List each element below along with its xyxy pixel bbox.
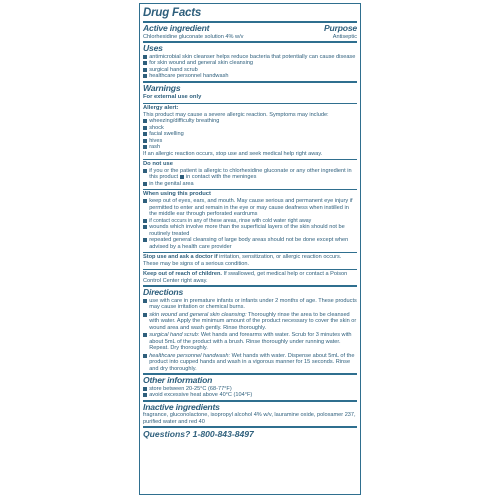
list-item-text: in the genital area	[149, 180, 194, 187]
questions-line	[143, 429, 357, 439]
inactive-ingredients-heading: Inactive ingredients	[143, 401, 220, 412]
active-ingredient-heading: Active ingredient	[143, 23, 210, 33]
inactive-ingredients-text: fragrance, gluconolactone, isopropyl alcohol 4% w/v, lauramine oxide, poloxamer 237, purified water and red 40	[143, 412, 356, 425]
active-ingredient-row	[143, 34, 357, 41]
bullet-icon	[143, 68, 147, 72]
divider	[143, 426, 357, 428]
uses-list	[143, 54, 357, 80]
list-item-text: antimicrobial skin cleanser helps reduce bacteria that potentially can cause disease	[149, 53, 356, 60]
bullet-icon	[143, 333, 147, 337]
divider	[143, 159, 357, 160]
list-item-text: healthcare personnel handwash: Wet hands with water. Dispense about 5mL of the product into cupped hands and wash in a vigorous manner for 15 seconds. Rinse and dry thoroughly.	[149, 352, 355, 372]
uses-heading: Uses	[143, 43, 163, 53]
active-ingredient-header	[143, 24, 357, 34]
bullet-icon	[143, 299, 147, 303]
stop-use-heading: Stop use and ask a doctor if	[143, 254, 218, 261]
bullet-icon	[143, 145, 147, 149]
purpose-text: Antiseptic	[332, 33, 357, 40]
bullet-icon	[143, 354, 147, 358]
list-item-text: healthcare personnel handwash	[149, 73, 229, 79]
warnings-heading: Warnings	[143, 82, 181, 93]
list-item-text: surgical hand scrub	[149, 66, 198, 73]
stop-use-text: irritation, sensitization, or allergic reaction occurs. These may be signs of a serious condition.	[143, 254, 342, 267]
divider	[143, 41, 357, 43]
keep-out-heading: Keep out of reach of children.	[143, 271, 222, 278]
list-item-text: if you or the patient is allergic to chlorhexidine gluconate or any other ingredient in this product in contact with the meninges	[149, 167, 352, 181]
other-information-heading: Other information	[143, 375, 213, 386]
bullet-icon	[143, 61, 147, 65]
list-item-text: for skin wound and general skin cleansing	[149, 60, 254, 66]
bullet-icon	[143, 126, 147, 130]
divider	[143, 252, 357, 253]
bullet-icon	[143, 182, 147, 186]
list-item	[143, 198, 357, 218]
page-title: Drug Facts	[143, 7, 202, 19]
list-item-text: rash	[149, 144, 161, 151]
bullet-icon	[143, 139, 147, 143]
divider	[143, 269, 357, 270]
when-using-heading: When using this product	[143, 191, 211, 198]
list-item	[143, 237, 357, 250]
bullet-icon	[143, 219, 147, 223]
external-use-note: For external use only	[143, 94, 202, 100]
bullet-icon	[143, 132, 147, 136]
list-item-text: avoid excessive heat above 40°C (104°F)	[149, 392, 253, 399]
list-item-text: if contact occurs in any of these areas, rinse with cold water right away	[149, 217, 312, 224]
list-item	[143, 181, 357, 188]
bullet-icon	[143, 169, 147, 173]
directions-heading: Directions	[143, 287, 184, 298]
allergy-alert-text: This product may cause a severe allergic reaction. Symptoms may include:	[143, 111, 329, 118]
list-item	[143, 298, 357, 311]
list-item-text: hives	[149, 137, 163, 144]
list-item-text: surgical hand scrub: Wet hands and forearms with water. Scrub for 3 minutes with about 5mL of the product with a brush. Rinse thoroughly under running water. Repeat. Dry thoroughly.	[149, 332, 352, 352]
list-item-text: wheezing/difficulty breathing	[149, 118, 220, 125]
bullet-icon	[143, 199, 147, 203]
do-not-use-heading: Do not use	[143, 161, 173, 168]
list-item	[143, 73, 357, 80]
active-ingredient-text: Chlorhexidine gluconate solution 4% w/v	[143, 33, 244, 40]
list-item	[143, 168, 357, 181]
bullet-icon	[143, 238, 147, 242]
list-item-text: shock	[149, 124, 164, 131]
keep-out-text: If swallowed, get medical help or contact a Poison Control Center right away.	[143, 271, 348, 284]
bullet-icon	[143, 119, 147, 123]
bullet-icon	[180, 175, 184, 179]
keep-out-block	[143, 271, 357, 284]
list-item	[143, 392, 357, 399]
list-item	[143, 332, 357, 352]
bullet-icon	[143, 393, 147, 397]
allergy-after-text: If an allergic reaction occurs, stop use and seek medical help right away.	[143, 150, 323, 157]
list-item-text: keep out of eyes, ears, and mouth. May cause serious and permanent eye injury if permitted to enter and remain in the eye or may cause deafness when instilled in the middle ear through perforated eardrums	[149, 198, 353, 218]
list-item	[143, 353, 357, 373]
drug-facts-panel	[139, 3, 361, 495]
list-item-text: facial swelling	[149, 131, 184, 138]
list-item	[143, 312, 357, 332]
list-item	[143, 224, 357, 237]
purpose-heading: Purpose	[324, 23, 357, 33]
bullet-icon	[143, 387, 147, 391]
bullet-icon	[143, 225, 147, 229]
divider	[143, 189, 357, 190]
list-item-text: store between 20-25°C (68-77°F)	[149, 385, 232, 392]
stop-use-block	[143, 254, 357, 267]
list-item-text: use with care in premature infants or infants under 2 months of age. These products may cause irritation or chemical burns.	[149, 297, 357, 311]
list-item-text: repeated general cleansing of large body areas should not be done except when advised by a health care provider	[149, 237, 349, 250]
divider	[143, 103, 357, 104]
bullet-icon	[143, 55, 147, 59]
allergy-alert-heading: Allergy alert:	[143, 104, 179, 111]
bullet-icon	[143, 74, 147, 78]
list-item-text: skin wound and general skin cleansing: Thoroughly rinse the area to be cleansed with water. Apply the minimum amount of the product necessary to cover the skin or wound area and wash gently. Rinse thoroughly.	[149, 311, 357, 331]
bullet-icon	[143, 313, 147, 317]
phone-number: 1-800-843-8497	[192, 429, 254, 440]
questions-label: Questions?	[143, 429, 191, 440]
list-item-text: wounds which involve more than the superficial layers of the skin should not be routinely treated	[149, 224, 345, 237]
